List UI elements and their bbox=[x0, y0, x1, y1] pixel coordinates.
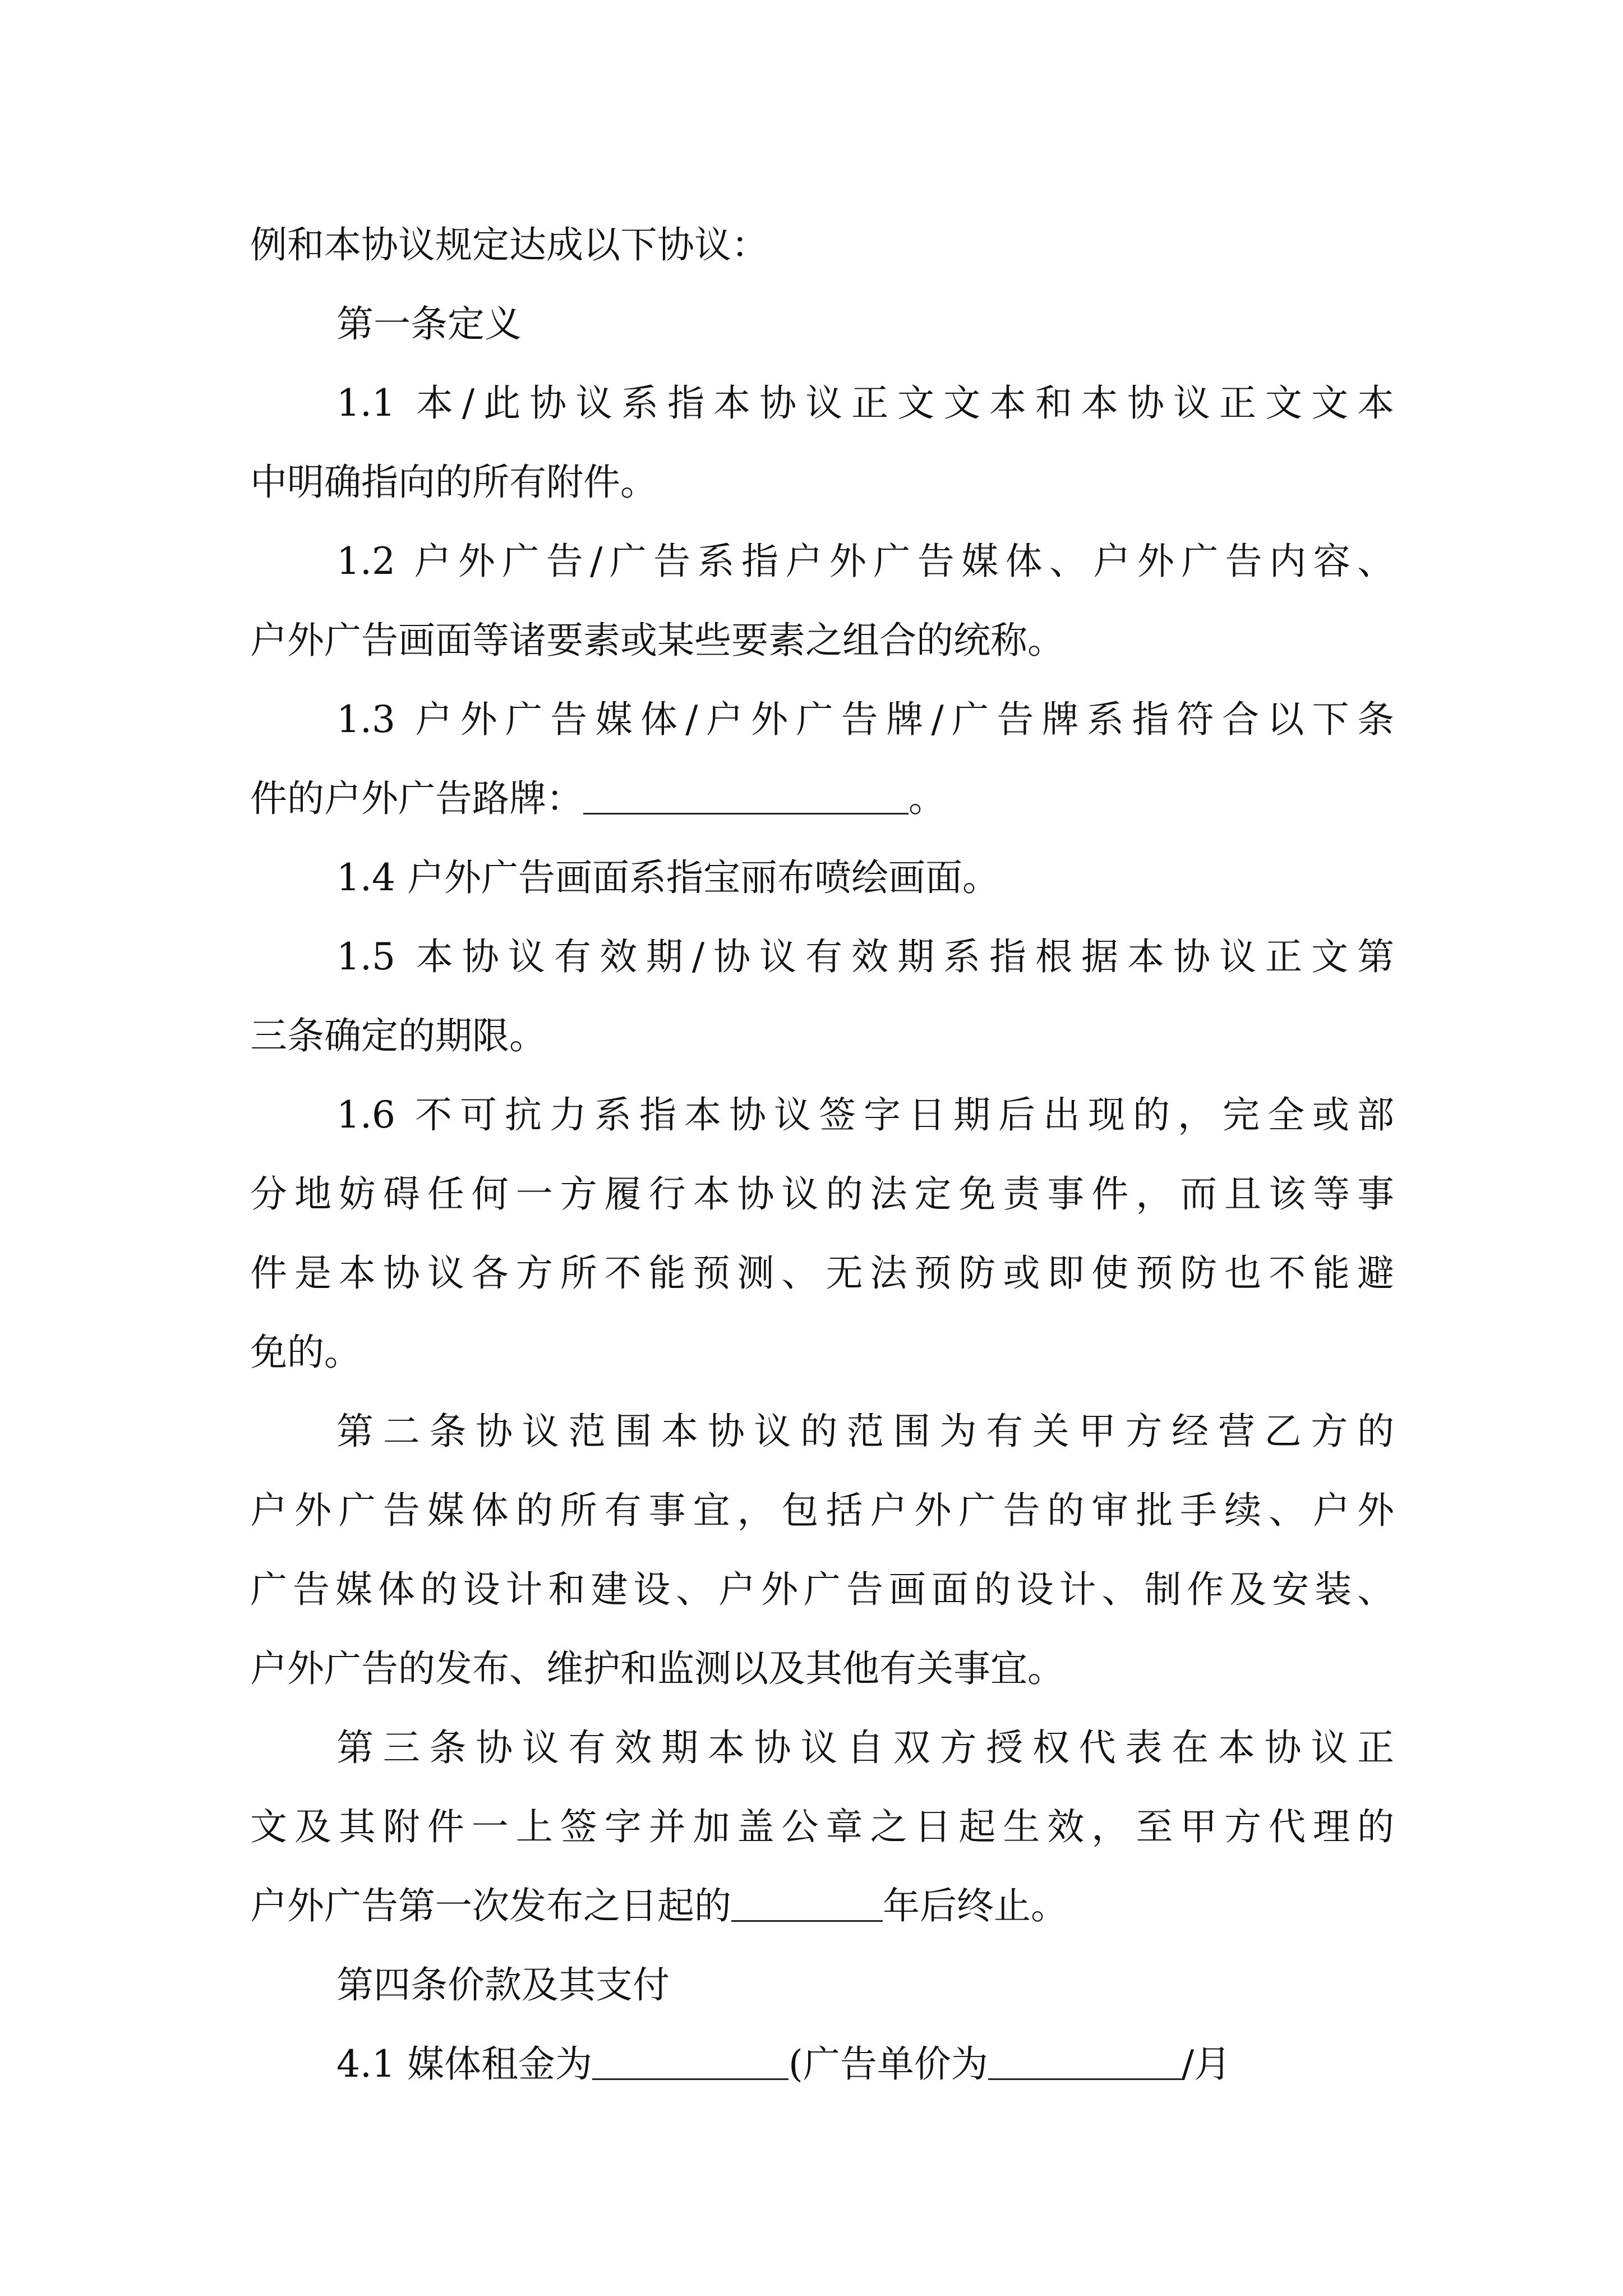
text-segment: /月 bbox=[1181, 2042, 1231, 2086]
text-line: 户外广告媒体的所有事宜，包括户外广告的审批手续、户外 bbox=[250, 1489, 1394, 1532]
text-line: 件是本协议各方所不能预测、无法预防或即使预防也不能避 bbox=[250, 1251, 1394, 1295]
section-heading: 第四条价款及其支付 bbox=[336, 1963, 670, 2007]
text-line: 第二条协议范围本协议的范围为有关甲方经营乙方的 bbox=[336, 1410, 1394, 1453]
text-line: 1.5 本协议有效期/协议有效期系指根据本协议正文第 bbox=[336, 935, 1394, 978]
text-line: 户外广告的发布、维护和监测以及其他有关事宜。 bbox=[250, 1647, 1064, 1690]
text-line: 广告媒体的设计和建设、户外广告画面的设计、制作及安装、 bbox=[250, 1568, 1394, 1611]
fill-in-blank bbox=[583, 776, 909, 815]
text-line: 免的。 bbox=[250, 1331, 361, 1374]
text-line bbox=[250, 1869, 1394, 1943]
text-line: 分地妨碍任何一方履行本协议的法定免责事件，而且该等事 bbox=[250, 1172, 1394, 1216]
text-segment: 4.1 媒体租金为 bbox=[336, 2042, 592, 2086]
text-line: 1.2 户外广告/广告系指户外广告媒体、户外广告内容、 bbox=[336, 540, 1394, 583]
fill-in-blank bbox=[592, 2041, 789, 2080]
text-line: 户外广告画面等诸要素或某些要素之组合的统称。 bbox=[250, 619, 1064, 662]
text-segment: 。 bbox=[909, 777, 946, 820]
fill-in-blank bbox=[988, 2041, 1182, 2080]
text-segment: 户外广告第一次发布之日起的 bbox=[250, 1884, 731, 1927]
text-line: 三条确定的期限。 bbox=[250, 1014, 546, 1057]
text-line: 文及其附件一上签字并加盖公章之日起生效，至甲方代理的 bbox=[250, 1805, 1394, 1848]
text-line: 第三条协议有效期本协议自双方授权代表在本协议正 bbox=[336, 1726, 1394, 1769]
section-heading: 第一条定义 bbox=[336, 302, 522, 346]
text-line: 1.3 户外广告媒体/户外广告牌/广告牌系指符合以下条 bbox=[336, 698, 1394, 741]
text-line: 例和本协议规定达成以下协议： bbox=[250, 223, 768, 266]
text-segment: (广告单价为 bbox=[788, 2042, 988, 2086]
fill-in-blank bbox=[731, 1883, 883, 1922]
text-line bbox=[250, 762, 1394, 836]
text-line: 1.4 户外广告画面系指宝丽布喷绘画面。 bbox=[336, 856, 999, 899]
text-line bbox=[336, 2027, 1394, 2101]
text-segment: 年后终止。 bbox=[883, 1884, 1068, 1927]
text-line: 1.1 本/此协议系指本协议正文文本和本协议正文文本 bbox=[336, 381, 1394, 425]
text-line: 中明确指向的所有附件。 bbox=[250, 461, 657, 504]
text-line: 1.6 不可抗力系指本协议签字日期后出现的，完全或部 bbox=[336, 1093, 1394, 1137]
text-segment: 件的户外广告路牌： bbox=[250, 777, 583, 820]
